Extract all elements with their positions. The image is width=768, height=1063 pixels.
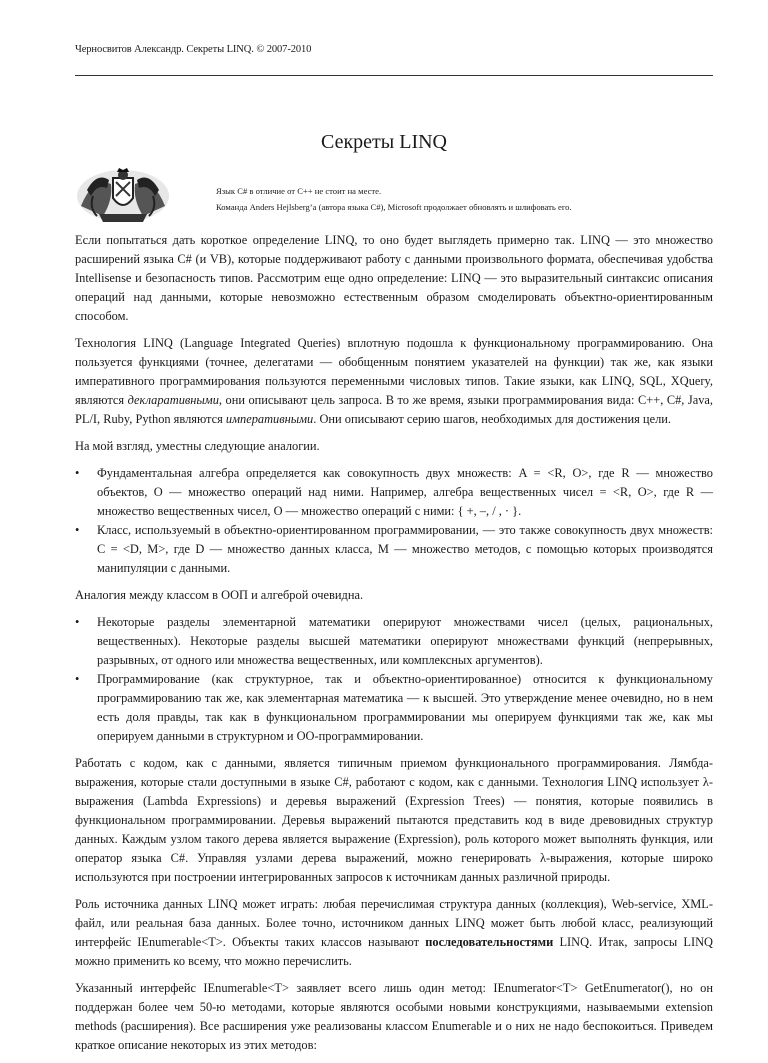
bullet-icon: • [75,615,80,629]
paragraph: Роль источника данных LINQ может играть: любая перечислимая структура данных (коллекция), Web-service, XML-файл, или реальная база данных. Более точно, источником данных LINQ может быть любой класс, реализующий интерфейс IEnumerable<T>. Объекты таких классов называют последовательностями LINQ. Итак, запросы LINQ можно применить ко всему, что можно перечислить. [75,897,713,968]
page-title: Секреты LINQ [321,131,447,154]
epigraph-line: Язык C# в отличие от C++ не стоит на месте. [216,186,382,196]
bullet-list [75,613,713,746]
header-divider [75,75,713,76]
bullet-icon: • [75,466,80,480]
list-item: • Некоторые разделы элементарной математики оперируют множествами чисел (целых, рациональных, вещественных). Некоторые разделы высшей математики оперируют множествами функций (непрерывных, разрывных, от одного или множества вещественных, или комплексных аргументов). [75,615,713,667]
paragraph: Работать с кодом, как с данными, является типичным приемом функционального программирования. Лямбда-выражения, которые стали доступными в языке C#, работают с кодом, как с данными. Технология LINQ использует λ-выражения (Lambda Expressions) и деревья выражений (Expression Trees) — понятия, которые появились в функциональном программировании. Деревья выражений пытаются представить код в виде древовидных структур данных. Каждым узлом такого дерева является выражение (Expression), роль которого может выполнять функция, или оператор языка C#. Управляя узлами дерева выражений, можно генерировать λ-выражения, которые широко используются при построении интегрированных запросов к источникам данных различной природы. [75,756,713,884]
bullet-icon: • [75,523,80,537]
list-item: • Фундаментальная алгебра определяется как совокупность двух множеств: A = <R, O>, где R — множество объектов, O — множество операций над ними. Например, алгебра вещественных чисел = <R, O>, где R — множество вещественных чисел, O — множество операций с ними: { +, –, / , · }. [75,466,713,518]
paragraph: Указанный интерфейс IEnumerable<T> заявляет всего лишь один метод: IEnumerator<T> GetEnumerator(), но он поддержан более чем 50-ю методами, которые являются особыми новыми конструкциями, называемыми extension methods (расширения). Все расширения уже реализованы классом Enumerable и о них не надо беспокоиться. Приведем краткое описание некоторых из этих методов: [75,981,713,1052]
heraldic-emblem-image [73,166,173,224]
bullet-list [75,464,713,578]
list-item: • Класс, используемый в объектно-ориентированном программировании, — это также совокупность двух множеств: C = <D, M>, где D — множество данных класса, M — множество методов, с помощью которых производятся манипуляции с данными. [75,523,713,575]
paragraph: Аналогия между классом в ООП и алгеброй очевидна. [75,588,364,602]
page-header: Черносвитов Александр. Секреты LINQ. © 2007-2010 [75,44,312,55]
paragraph: Если попытаться дать короткое определение LINQ, то оно будет выглядеть примерно так. LINQ — это множество расширений языка C# (и VB), которые поддерживают работу с данными произвольного формата, обеспечивая удобства Intellisense и безопасность типов. Рассмотрим еще одно определение: LINQ — это выразительный синтаксис описания операций над данными, которые невозможно естественным образом смоделировать объектно-ориентированным способом. [75,233,713,323]
bullet-icon: • [75,672,80,686]
epigraph-line: Команда Anders Hejlsberg’a (автора языка C#), Microsoft продолжает обновлять и шлифовать его. [216,202,572,212]
article-body [75,231,713,1063]
paragraph: Технология LINQ (Language Integrated Queries) вплотную подошла к функциональному программированию. Она пользуется функциями (точнее, делегатами — обобщенным понятием указателей на функции) так же, как языки императивного программирования пользуются переменными числовых типов. Такие языки, как LINQ, SQL, XQuery, являются декларативными, они описывают цель запроса. В то же время, языки программирования вида: C++, C#, Java, PL/I, Ruby, Python являются императивными. Они описывают серию шагов, необходимых для достижения цели. [75,336,713,426]
paragraph: На мой взгляд, уместны следующие аналогии. [75,439,320,453]
list-item: • Программирование (как структурное, так и объектно-ориентированное) относится к функциональному программированию так же, как элементарная математика — к высшей. Это утверждение менее очевидно, но в нем есть доля правды, так как в функциональном программировании мы оперируем функциями так же, как мы оперируем данными в структурном и ОО-программировании. [75,672,713,743]
epigraph [216,183,736,215]
